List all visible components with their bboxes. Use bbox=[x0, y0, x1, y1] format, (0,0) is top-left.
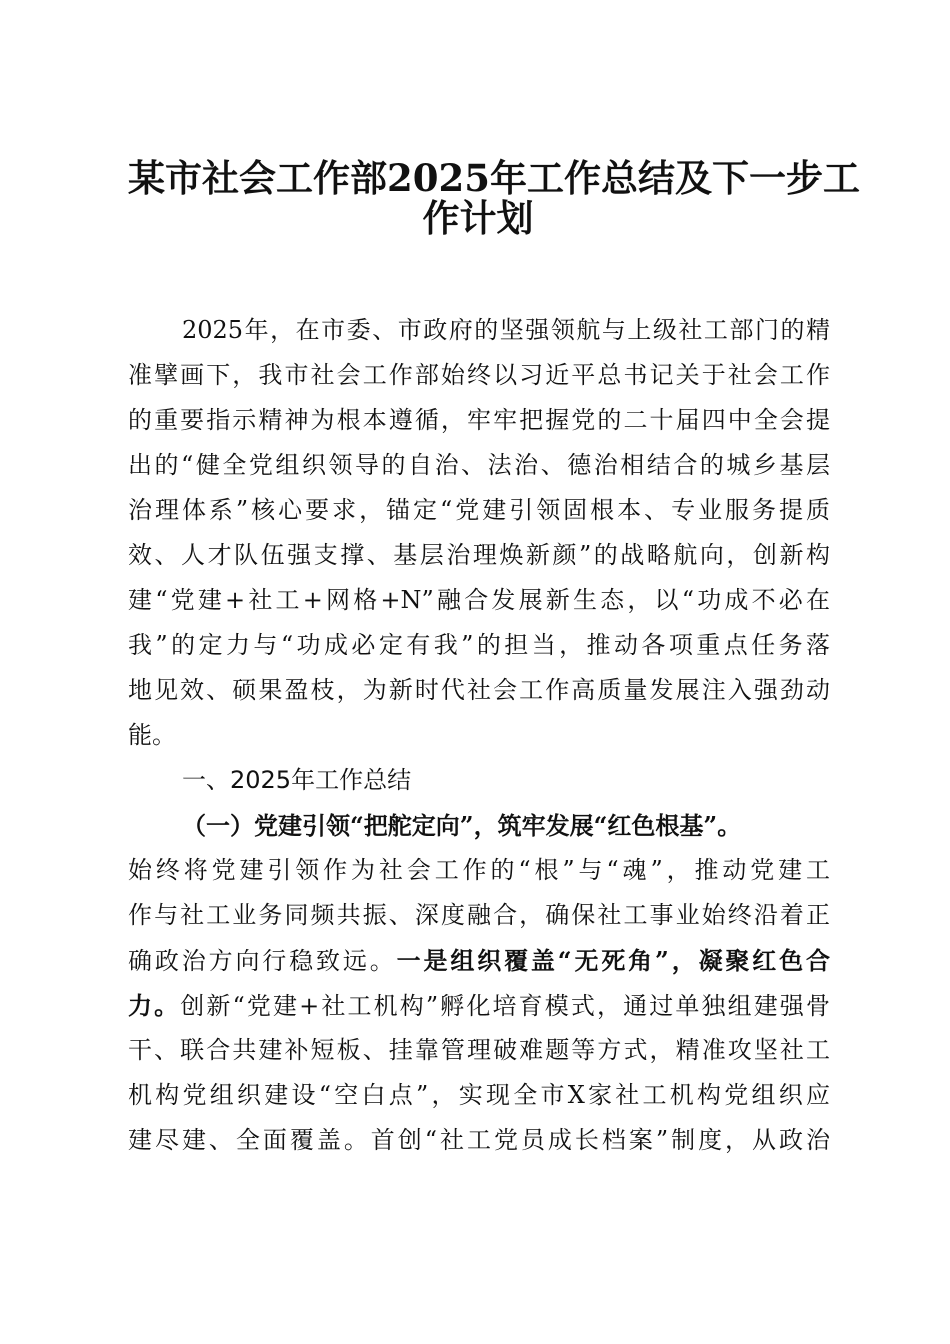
paragraph-line bbox=[128, 578, 830, 623]
paragraph-line bbox=[128, 938, 830, 983]
text: 机构党组织建设“空白点”，实现全市X家社工机构党组织应 bbox=[128, 1081, 830, 1109]
bold-text: （一）党建引领“把舵定向”，筑牢发展“红色根基”。 bbox=[182, 811, 742, 840]
paragraph-line bbox=[128, 398, 830, 443]
paragraph-line bbox=[128, 1028, 830, 1073]
title-line-1: 某市社会工作部2025年工作总结及下一步工 bbox=[128, 156, 860, 200]
text: 创新“党建+社工机构”孵化培育模式，通过单独组建强骨 bbox=[180, 992, 830, 1020]
paragraph-line bbox=[128, 488, 830, 533]
bold-text: 力。 bbox=[128, 991, 181, 1020]
text: 的重要指示精神为根本遵循，牢牢把握党的二十届四中全会提 bbox=[128, 406, 830, 434]
text: 确政治方向行稳致远。 bbox=[128, 947, 397, 975]
text: 始终将党建引领作为社会工作的“根”与“魂”，推动党建工 bbox=[128, 856, 830, 884]
paragraph-line bbox=[128, 983, 830, 1028]
text: 一、2025年工作总结 bbox=[182, 766, 412, 794]
paragraph-line bbox=[128, 1118, 830, 1163]
text: 治理体系”核心要求，锚定“党建引领固根本、专业服务提质 bbox=[128, 496, 830, 524]
text: 出的“健全党组织领导的自治、法治、德治相结合的城乡基层 bbox=[128, 451, 830, 479]
text: 干、联合共建补短板、挂靠管理破难题等方式，精准攻坚社工 bbox=[128, 1036, 830, 1064]
text: 能。 bbox=[128, 721, 176, 749]
paragraph-line bbox=[128, 623, 830, 668]
paragraph-line bbox=[128, 443, 830, 488]
text: 准擘画下，我市社会工作部始终以习近平总书记关于社会工作 bbox=[128, 361, 830, 389]
text: 作与社工业务同频共振、深度融合，确保社工事业始终沿着正 bbox=[128, 901, 830, 929]
bold-text: 一是组织覆盖“无死角”，凝聚红色合 bbox=[396, 946, 831, 975]
paragraph-line bbox=[128, 668, 830, 713]
text: 建“党建+社工+网格+N”融合发展新生态，以“功成不必在 bbox=[128, 586, 830, 614]
paragraph-line bbox=[128, 803, 830, 848]
text: 建尽建、全面覆盖。首创“社工党员成长档案”制度，从政治 bbox=[128, 1126, 830, 1154]
paragraph-line bbox=[128, 308, 830, 353]
section-heading bbox=[128, 758, 830, 803]
document-title bbox=[128, 156, 860, 240]
document-body bbox=[128, 308, 830, 1163]
paragraph-line bbox=[128, 848, 830, 893]
paragraph-line bbox=[128, 353, 830, 398]
text: 地见效、硕果盈枝，为新时代社会工作高质量发展注入强劲动 bbox=[128, 676, 830, 704]
paragraph-line bbox=[128, 893, 830, 938]
paragraph-line bbox=[128, 713, 830, 758]
title-line-2: 作计划 bbox=[422, 196, 534, 240]
paragraph-line bbox=[128, 533, 830, 578]
text: 效、人才队伍强支撑、基层治理焕新颜”的战略航向，创新构 bbox=[128, 541, 830, 569]
text: 2025年，在市委、市政府的坚强领航与上级社工部门的精 bbox=[182, 316, 830, 344]
paragraph-line bbox=[128, 1073, 830, 1118]
text: 我”的定力与“功成必定有我”的担当，推动各项重点任务落 bbox=[128, 631, 830, 659]
